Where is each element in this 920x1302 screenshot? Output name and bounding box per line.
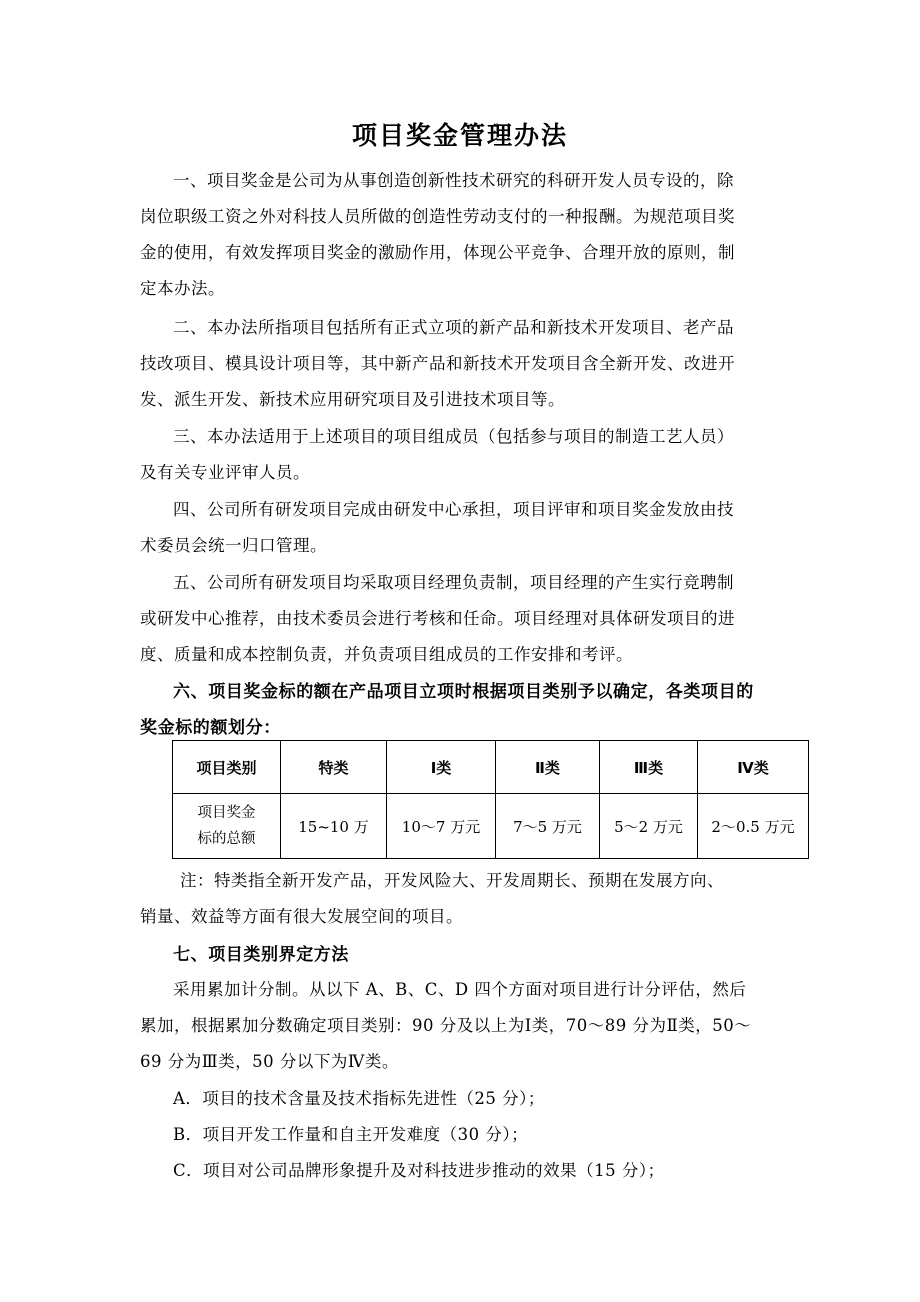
- section-2-line-2: 技改项目、模具设计项目等，其中新产品和新技术开发项目含全新开发、改进开: [140, 354, 735, 373]
- criteria-item-a: A．项目的技术含量及技术指标先进性（25 分）；: [173, 1089, 545, 1108]
- table-header-cell: Ⅳ类: [698, 741, 809, 794]
- row-label-text: 项目奖金标的总额: [197, 805, 256, 847]
- note-line-2: 销量、效益等方面有很大发展空间的项目。: [140, 907, 463, 926]
- table-cell: 10～7 万元: [387, 794, 496, 859]
- section-3-line-2: 及有关专业评审人员。: [140, 463, 310, 482]
- section-6-line-2: 奖金标的额划分：: [140, 718, 281, 738]
- table-cell: 15~10 万: [281, 794, 387, 859]
- section-3-line-1: 三、本办法适用于上述项目的项目组成员（包括参与项目的制造工艺人员）: [173, 427, 734, 446]
- table-header-cell: 项目类别: [173, 741, 281, 794]
- section-1-line-2: 岗位职级工资之外对科技人员所做的创造性劳动支付的一种报酬。为规范项目奖: [140, 207, 735, 226]
- section-1-line-4: 定本办法。: [140, 279, 225, 298]
- table-header-cell: Ⅰ类: [387, 741, 496, 794]
- table-row: [173, 794, 809, 859]
- section-1-line-1: 一、项目奖金是公司为从事创造创新性技术研究的科研开发人员专设的，除: [173, 171, 734, 190]
- criteria-item-c: C．项目对公司品牌形象提升及对科技进步推动的效果（15 分）；: [173, 1161, 665, 1180]
- table-cell: 2～0.5 万元: [698, 794, 809, 859]
- section-5-line-2: 或研发中心推荐，由技术委员会进行考核和任命。项目经理对具体研发项目的进: [140, 609, 735, 628]
- table-header-row: [173, 741, 809, 794]
- section-2-line-3: 发、派生开发、新技术应用研究项目及引进技术项目等。: [140, 390, 565, 409]
- document-title: 项目奖金管理办法: [351, 121, 568, 150]
- section-2-line-1: 二、本办法所指项目包括所有正式立项的新产品和新技术开发项目、老产品: [173, 318, 734, 337]
- section-7-line-2: 累加，根据累加分数确定项目类别：90 分及以上为Ⅰ类，70～89 分为Ⅱ类，50～: [140, 1016, 752, 1035]
- section-4-line-2: 术委员会统一归口管理。: [140, 536, 327, 555]
- section-4-line-1: 四、公司所有研发项目完成由研发中心承担，项目评审和项目奖金发放由技: [173, 500, 734, 519]
- table-cell: 7～5 万元: [496, 794, 600, 859]
- bonus-amount-table: [172, 740, 809, 859]
- section-7-line-1: 采用累加计分制。从以下 A、B、C、D 四个方面对项目进行计分评估，然后: [173, 980, 747, 999]
- section-5-line-1: 五、公司所有研发项目均采取项目经理负责制，项目经理的产生实行竞聘制: [173, 573, 734, 592]
- table-header-cell: 特类: [281, 741, 387, 794]
- table-cell: 5～2 万元: [600, 794, 698, 859]
- criteria-item-b: B．项目开发工作量和自主开发难度（30 分）；: [173, 1125, 529, 1144]
- table-header-cell: Ⅲ类: [600, 741, 698, 794]
- section-1-line-3: 金的使用，有效发挥项目奖金的激励作用，体现公平竞争、合理开放的原则，制: [140, 243, 735, 262]
- section-6-line-1: 六、项目奖金标的额在产品项目立项时根据项目类别予以确定，各类项目的: [173, 682, 754, 702]
- section-7-line-3: 69 分为Ⅲ类，50 分以下为Ⅳ类。: [140, 1052, 399, 1071]
- section-7-title: 七、项目类别界定方法: [173, 945, 349, 965]
- section-5-line-3: 度、质量和成本控制负责，并负责项目组成员的工作安排和考评。: [140, 645, 633, 664]
- note-line-1: 注：特类指全新开发产品，开发风险大、开发周期长、预期在发展方向、: [180, 871, 724, 890]
- table-header-cell: Ⅱ类: [496, 741, 600, 794]
- table-row-label: [173, 794, 281, 859]
